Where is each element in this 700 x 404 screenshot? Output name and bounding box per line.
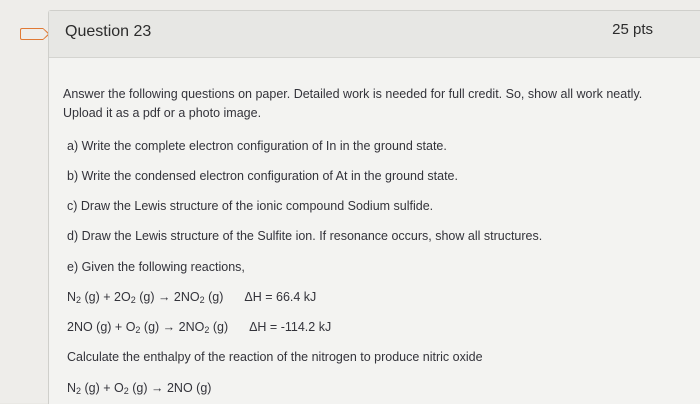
question-part-b: b) Write the condensed electron configuration of At in the ground state. xyxy=(67,169,458,183)
reaction-2-mid1: (g) → 2NO xyxy=(140,320,205,334)
question-title: Question 23 xyxy=(65,23,152,40)
reaction-3-sub2: 2 xyxy=(123,386,129,396)
reaction-2-tail: (g) xyxy=(209,320,229,334)
question-part-e: e) Given the following reactions, xyxy=(67,260,245,274)
reaction-2 xyxy=(67,320,331,335)
reaction-1-sub2: 2 xyxy=(130,295,136,305)
flag-icon[interactable] xyxy=(20,28,43,40)
intro-text: Answer the following questions on paper. Detailed work is needed for full credit. So, show all work neatly. Upload it as a pdf or a photo image. xyxy=(63,87,643,120)
reaction-2-enthalpy: ΔH = -114.2 kJ xyxy=(249,320,332,334)
reaction-3-mid1: (g) + O xyxy=(81,381,124,395)
question-header xyxy=(49,11,700,58)
reaction-3-lhs: N xyxy=(67,381,77,395)
question-card xyxy=(48,10,700,404)
reaction-1-sub1: 2 xyxy=(76,295,82,305)
reaction-3-sub1: 2 xyxy=(76,386,82,396)
reaction-1-mid2: (g) → 2NO xyxy=(135,290,200,304)
reaction-1-tail: (g) xyxy=(204,290,224,304)
reaction-1-lhs: N xyxy=(67,290,77,304)
reaction-3 xyxy=(67,381,211,396)
reaction-1-mid1: (g) + 2O xyxy=(81,290,131,304)
question-part-a: a) Write the complete electron configuration of In in the ground state. xyxy=(67,139,447,153)
calculation-prompt: Calculate the enthalpy of the reaction of the nitrogen to produce nitric oxide xyxy=(67,350,483,364)
question-points: 25 pts xyxy=(612,21,653,38)
question-content xyxy=(63,85,673,133)
reaction-1-sub3: 2 xyxy=(199,295,205,305)
reaction-1-enthalpy: ΔH = 66.4 kJ xyxy=(244,290,317,304)
reaction-2-sub2: 2 xyxy=(204,325,210,335)
question-part-c: c) Draw the Lewis structure of the ionic compound Sodium sulfide. xyxy=(67,199,434,213)
reaction-2-sub1: 2 xyxy=(135,325,141,335)
reaction-3-tail: (g) → 2NO (g) xyxy=(128,381,212,395)
reaction-1 xyxy=(67,290,316,305)
reaction-2-lhs: 2NO (g) + O xyxy=(67,320,136,334)
question-part-d: d) Draw the Lewis structure of the Sulfite ion. If resonance occurs, show all structures. xyxy=(67,229,543,243)
